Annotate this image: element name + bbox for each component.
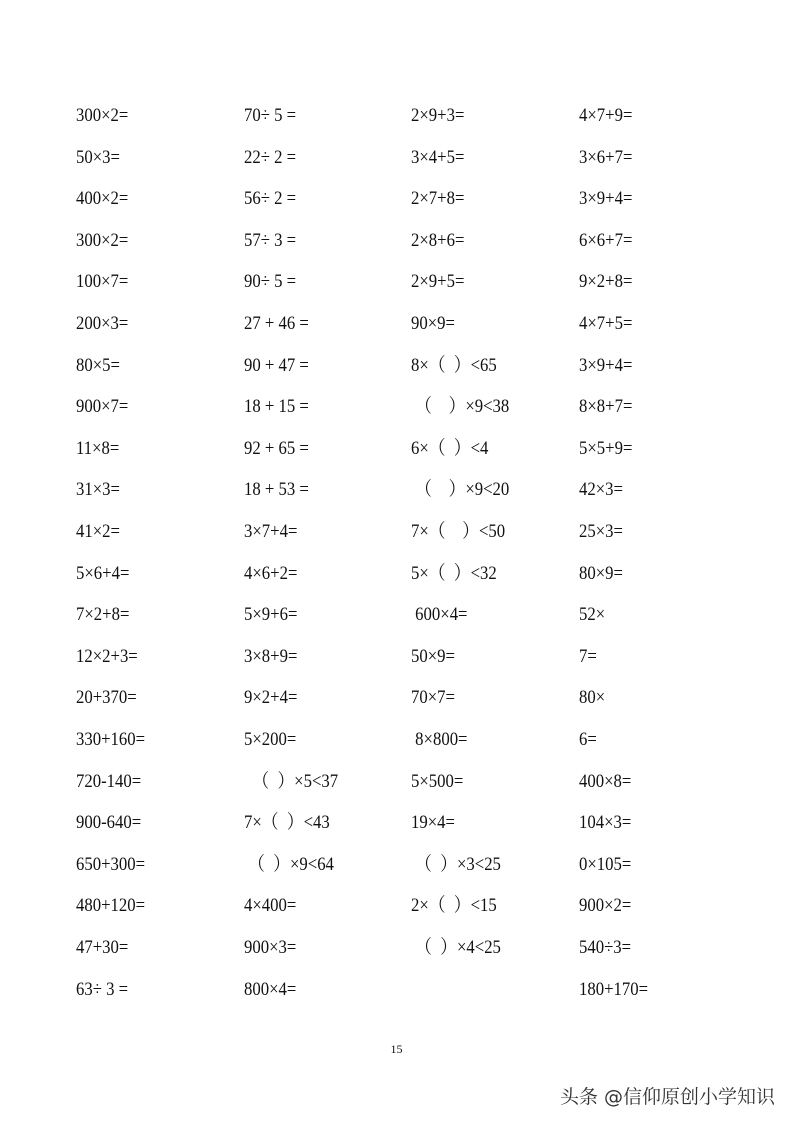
math-problem: 5×（ ）<32 — [411, 562, 497, 584]
math-problem: 52× — [579, 604, 606, 626]
math-problem: 0×105= — [579, 853, 632, 875]
math-problem: 300×2= — [76, 229, 129, 251]
problem-row — [0, 475, 793, 505]
math-problem: 7×（ ）<50 — [411, 521, 506, 542]
math-problem: （ ）×9<38 — [411, 396, 510, 418]
math-problem: （ ）×9<20 — [411, 479, 510, 501]
math-problem: （ ）×5<37 — [244, 770, 339, 792]
math-problem: 70÷ 5 = — [244, 105, 297, 126]
math-problem: 18 + 53 = — [244, 479, 309, 501]
math-problem: 25×3= — [579, 521, 623, 542]
math-problem: 50×9= — [411, 645, 455, 667]
math-problem: 400×2= — [76, 188, 129, 210]
math-problem: 4×7+5= — [579, 313, 633, 334]
math-problem: 650+300= — [76, 853, 146, 875]
math-problem: 6×（ ）<4 — [411, 437, 489, 459]
math-problem: 18 + 15 = — [244, 396, 309, 418]
problem-row — [0, 767, 793, 797]
math-problem: 2×9+3= — [411, 105, 465, 126]
problem-row — [0, 434, 793, 464]
math-problem: 4×6+2= — [244, 562, 298, 584]
math-problem: 8×（ ）<65 — [411, 354, 497, 376]
math-problem: 8×8+7= — [579, 396, 633, 418]
math-problem: 27 + 46 = — [244, 313, 309, 334]
math-problem: 330+160= — [76, 729, 146, 750]
math-problem: 480+120= — [76, 895, 146, 917]
math-problem: 180+170= — [579, 978, 649, 1000]
math-problem: 5×9+6= — [244, 604, 298, 626]
math-problem: 3×7+4= — [244, 521, 298, 542]
problem-row — [0, 351, 793, 381]
problem-row — [0, 975, 793, 1005]
problem-row — [0, 184, 793, 214]
math-problem: （ ）×3<25 — [411, 853, 501, 875]
math-problem: 20+370= — [76, 687, 137, 709]
problem-row — [0, 517, 793, 547]
problem-row — [0, 226, 793, 256]
math-problem: 50×3= — [76, 146, 120, 168]
math-problem: 5×6+4= — [76, 562, 130, 584]
math-problem: 200×3= — [76, 313, 129, 334]
math-problem: 800×4= — [244, 978, 297, 1000]
problem-row — [0, 933, 793, 963]
math-problem: 5×500= — [411, 770, 464, 792]
problem-row — [0, 725, 793, 755]
math-problem: 11×8= — [76, 437, 120, 459]
math-problem: 92 + 65 = — [244, 437, 309, 459]
math-problem: 6= — [579, 729, 597, 750]
math-problem: 900×2= — [579, 895, 632, 917]
math-problem: 8×800= — [411, 729, 468, 750]
math-problem: 7×（ ）<43 — [244, 812, 330, 834]
math-problem: 80× — [579, 687, 606, 709]
math-problem: 9×2+8= — [579, 271, 633, 293]
problem-row — [0, 850, 793, 880]
math-problem: 2×9+5= — [411, 271, 465, 293]
math-problem: 4×400= — [244, 895, 297, 917]
problem-row — [0, 891, 793, 921]
math-problem: 300×2= — [76, 105, 129, 126]
math-problem: 3×9+4= — [579, 188, 633, 210]
math-problem: 31×3= — [76, 479, 120, 501]
math-problem: 2×8+6= — [411, 229, 465, 251]
math-problem: 70×7= — [411, 687, 455, 709]
math-problem: 5×5+9= — [579, 437, 633, 459]
problem-row — [0, 101, 793, 131]
math-problem: 56÷ 2 = — [244, 188, 297, 210]
math-problem: 900×7= — [76, 396, 129, 418]
math-problem: 720-140= — [76, 770, 142, 792]
math-problem: 2×（ ）<15 — [411, 895, 497, 917]
problem-row — [0, 267, 793, 297]
math-problem: 2×7+8= — [411, 188, 465, 210]
math-problem: 600×4= — [411, 604, 468, 626]
problem-row — [0, 143, 793, 173]
problem-row — [0, 600, 793, 630]
math-problem: 540÷3= — [579, 937, 632, 958]
math-problem: 3×9+4= — [579, 354, 633, 376]
math-problem: 900-640= — [76, 812, 142, 834]
math-problem: 7= — [579, 645, 597, 667]
math-problem: 12×2+3= — [76, 645, 138, 667]
math-problem: 63÷ 3 = — [76, 978, 129, 1000]
math-problem: 22÷ 2 = — [244, 146, 297, 168]
math-problem: 57÷ 3 = — [244, 229, 297, 251]
math-problem: 400×8= — [579, 770, 632, 792]
page-number: 15 — [390, 1042, 403, 1056]
problem-row — [0, 559, 793, 589]
problem-row — [0, 683, 793, 713]
math-problem: （ ）×4<25 — [411, 937, 501, 958]
problem-row — [0, 808, 793, 838]
math-problem: 6×6+7= — [579, 229, 633, 251]
math-problem: 100×7= — [76, 271, 129, 293]
problem-row — [0, 392, 793, 422]
math-problem: 90÷ 5 = — [244, 271, 297, 293]
math-problem: 104×3= — [579, 812, 632, 834]
math-problem: 80×5= — [76, 354, 120, 376]
math-problem: 4×7+9= — [579, 105, 633, 126]
math-problem: 900×3= — [244, 937, 297, 958]
problem-row — [0, 309, 793, 339]
math-problem: 3×8+9= — [244, 645, 298, 667]
math-problem: 90×9= — [411, 313, 455, 334]
math-problem: 19×4= — [411, 812, 455, 834]
math-problem: 3×4+5= — [411, 146, 465, 168]
watermark: 头条 @信仰原创小学知识 — [559, 1086, 775, 1108]
math-problem: （ ）×9<64 — [244, 853, 334, 875]
math-problem: 42×3= — [579, 479, 623, 501]
problem-row — [0, 642, 793, 672]
math-problem: 47+30= — [76, 937, 129, 958]
math-problem: 90 + 47 = — [244, 354, 309, 376]
math-problem: 41×2= — [76, 521, 120, 542]
math-problem: 5×200= — [244, 729, 297, 750]
math-problem: 3×6+7= — [579, 146, 633, 168]
math-problem: 9×2+4= — [244, 687, 298, 709]
math-problem: 80×9= — [579, 562, 623, 584]
math-problem: 7×2+8= — [76, 604, 130, 626]
